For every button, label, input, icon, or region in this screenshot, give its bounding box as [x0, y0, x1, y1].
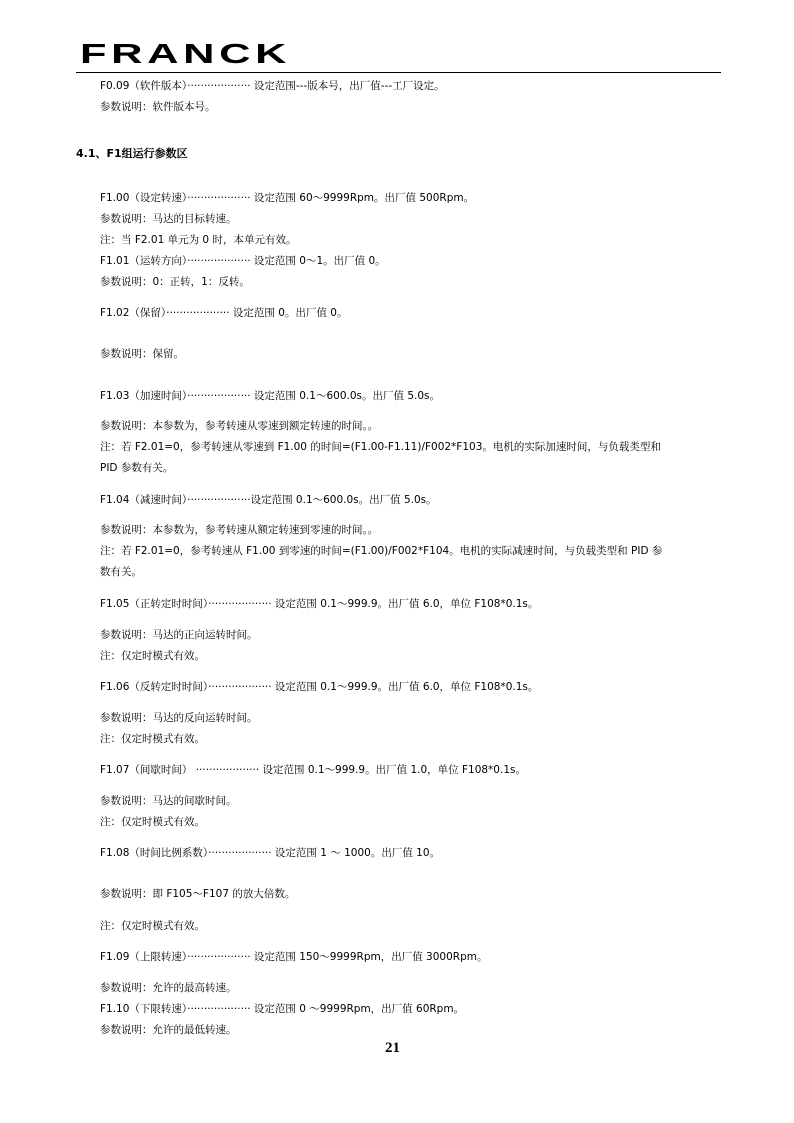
param-line: 参数说明：允许的最低转速。 [100, 1024, 237, 1036]
param-line: 注：仅定时模式有效。 [100, 733, 205, 745]
param-line: 注：仅定时模式有效。 [100, 920, 205, 932]
page-number: 21 [385, 1040, 400, 1056]
param-line: F1.01（运转方向）··················· 设定范围 0～1。出厂值 0。 [100, 255, 386, 267]
param-line: 参数说明：软件版本号。 [100, 101, 216, 113]
header-rule [76, 72, 721, 73]
param-line: 参数说明：保留。 [100, 348, 184, 360]
param-line: 参数说明：本参数为，参考转速从零速到额定转速的时间。。 [100, 420, 379, 432]
section-heading: 4.1、F1组运行参数区 [76, 147, 188, 160]
param-line: F1.00（设定转速）··················· 设定范围 60～9999Rpm。出厂值 500Rpm。 [100, 192, 475, 204]
param-line: 参数说明：0：正转，1：反转。 [100, 276, 250, 288]
param-line: PID 参数有关。 [100, 462, 174, 474]
param-line: 参数说明：马达的正向运转时间。 [100, 629, 258, 641]
param-line: 参数说明：允许的最高转速。 [100, 982, 237, 994]
param-line: F1.09（上限转速）··················· 设定范围 150～9999Rpm，出厂值 3000Rpm。 [100, 951, 488, 963]
param-line: 注：仅定时模式有效。 [100, 816, 205, 828]
param-line: F0.09（软件版本）··················· 设定范围---版本号，出厂值---工厂设定。 [100, 80, 445, 92]
param-line: F1.07（间歇时间） ··················· 设定范围 0.1～999.9。出厂值 1.0，单位 F108*0.1s。 [100, 764, 526, 776]
param-line: 注：仅定时模式有效。 [100, 650, 205, 662]
param-line: 参数说明：马达的目标转速。 [100, 213, 237, 225]
param-line: 参数说明：即 F105～F107 的放大倍数。 [100, 888, 296, 900]
param-line: F1.04（减速时间）···················设定范围 0.1～600.0s。出厂值 5.0s。 [100, 494, 437, 506]
param-line: 数有关。 [100, 566, 142, 578]
param-line: 注：若 F2.01=0，参考转速从 F1.00 到零速的时间=(F1.00)/F002*F104。电机的实际减速时间，与负载类型和 PID 参 [100, 545, 663, 557]
param-line: F1.05（正转定时时间）··················· 设定范围 0.1～999.9。出厂值 6.0，单位 F108*0.1s。 [100, 598, 539, 610]
param-line: F1.08（时间比例系数）··················· 设定范围 1 ～ 1000。出厂值 10。 [100, 847, 441, 859]
param-line: 注：若 F2.01=0，参考转速从零速到 F1.00 的时间=(F1.00-F1.11)/F002*F103。电机的实际加速时间，与负载类型和 [100, 441, 661, 453]
param-line: F1.03（加速时间）··················· 设定范围 0.1～600.0s。出厂值 5.0s。 [100, 390, 440, 402]
param-line: 注：当 F2.01 单元为 0 时，本单元有效。 [100, 234, 297, 246]
param-line: F1.10（下限转速）··················· 设定范围 0 ～9999Rpm，出厂值 60Rpm。 [100, 1003, 465, 1015]
param-line: 参数说明：马达的反向运转时间。 [100, 712, 258, 724]
param-line: F1.06（反转定时时间）··················· 设定范围 0.1～999.9。出厂值 6.0，单位 F108*0.1s。 [100, 681, 539, 693]
param-line: 参数说明：本参数为，参考转速从额定转速到零速的时间。。 [100, 524, 379, 536]
param-line: 参数说明：马达的间歇时间。 [100, 795, 237, 807]
franck-logo: FRANCK [80, 38, 292, 69]
param-line: F1.02（保留）··················· 设定范围 0。出厂值 0。 [100, 307, 348, 319]
